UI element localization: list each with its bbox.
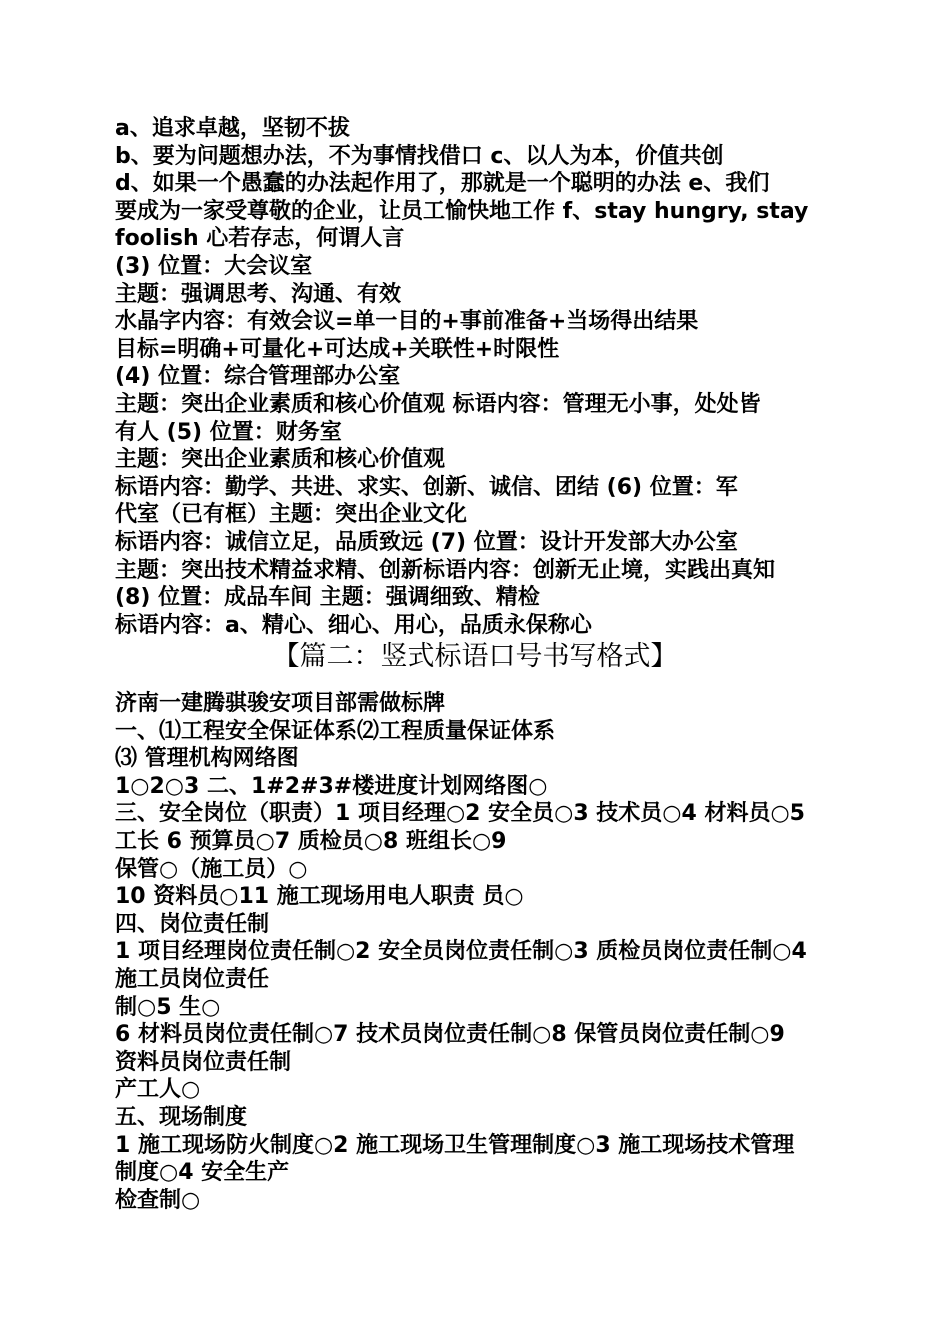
text-line: 三、安全岗位（职责）1 项目经理○2 安全员○3 技术员○4 材料员○5 <box>115 801 805 827</box>
text-line: (4) 位置：综合管理部办公室 <box>115 364 401 390</box>
text-line: 目标=明确+可量化+可达成+关联性+时限性 <box>115 336 560 362</box>
text-line: 主题：突出企业素质和核心价值观 标语内容：管理无小事，处处皆 <box>115 392 761 417</box>
text-line: 主题：突出技术精益求精、创新标语内容：创新无止境，实践出真知 <box>115 557 776 583</box>
text-line: 主题：突出企业素质和核心价值观 <box>115 447 446 473</box>
text-line: 10 资料员○11 施工现场用电人职责 员○ <box>115 884 524 910</box>
section-heading: 【篇二：竖式标语口号书写格式】 <box>272 641 678 672</box>
text-line: 产工人○ <box>115 1077 201 1103</box>
text-line: 1 施工现场防火制度○2 施工现场卫生管理制度○3 施工现场技术管理 <box>115 1132 795 1158</box>
text-line: 济南一建腾骐骏安项目部需做标牌 <box>115 691 446 716</box>
text-line: 制○5 生○ <box>115 994 221 1020</box>
text-line: 1 项目经理岗位责任制○2 安全员岗位责任制○3 质检员岗位责任制○4 <box>115 939 807 965</box>
text-line: d、如果一个愚蠢的办法起作用了，那就是一个聪明的办法 e、我们 <box>115 171 770 197</box>
text-line: 资料员岗位责任制 <box>115 1049 292 1075</box>
text-line: 工长 6 预算员○7 质检员○8 班组长○9 <box>115 829 507 854</box>
text-line: 保管○（施工员）○ <box>115 856 308 882</box>
text-line: 四、岗位责任制 <box>115 911 270 937</box>
text-line: 主题：强调思考、沟通、有效 <box>115 281 402 307</box>
text-line: (3) 位置：大会议室 <box>115 254 313 279</box>
text-line: 6 材料员岗位责任制○7 技术员岗位责任制○8 保管员岗位责任制○9 <box>115 1022 785 1048</box>
text-line: 标语内容：诚信立足，品质致远 (7) 位置：设计开发部大办公室 <box>115 530 738 555</box>
text-line: 五、现场制度 <box>115 1105 248 1130</box>
text-line: b、要为问题想办法，不为事情找借口 c、以人为本，价值共创 <box>115 143 724 169</box>
text-line: 一、⑴工程安全保证体系⑵工程质量保证体系 <box>115 718 556 744</box>
text-line: ⑶ 管理机构网络图 <box>115 746 299 772</box>
text-line: 1○2○3 二、1#2#3#楼进度计划网络图○ <box>115 773 548 799</box>
text-line: 有人 (5) 位置：财务室 <box>115 419 342 445</box>
text-line: 检查制○ <box>115 1187 201 1213</box>
text-line: 代室（已有框）主题：突出企业文化 <box>115 502 468 528</box>
text-line: 标语内容：勤学、共进、求实、创新、诚信、团结 (6) 位置：军 <box>115 474 738 500</box>
text-line: (8) 位置：成品车间 主题：强调细致、精检 <box>115 585 540 611</box>
text-line: 要成为一家受尊敬的企业，让员工愉快地工作 f、stay hungry, stay <box>115 198 809 224</box>
text-line: 标语内容：a、精心、细心、用心，品质永保称心 <box>115 612 592 638</box>
text-line: foolish 心若存志，何谓人言 <box>115 226 405 252</box>
text-line: 制度○4 安全生产 <box>115 1160 290 1186</box>
text-line: a、追求卓越，坚韧不拔 <box>115 116 350 141</box>
text-line: 施工员岗位责任 <box>115 967 270 992</box>
text-line: 水晶字内容：有效会议=单一目的+事前准备+当场得出结果 <box>115 309 699 335</box>
